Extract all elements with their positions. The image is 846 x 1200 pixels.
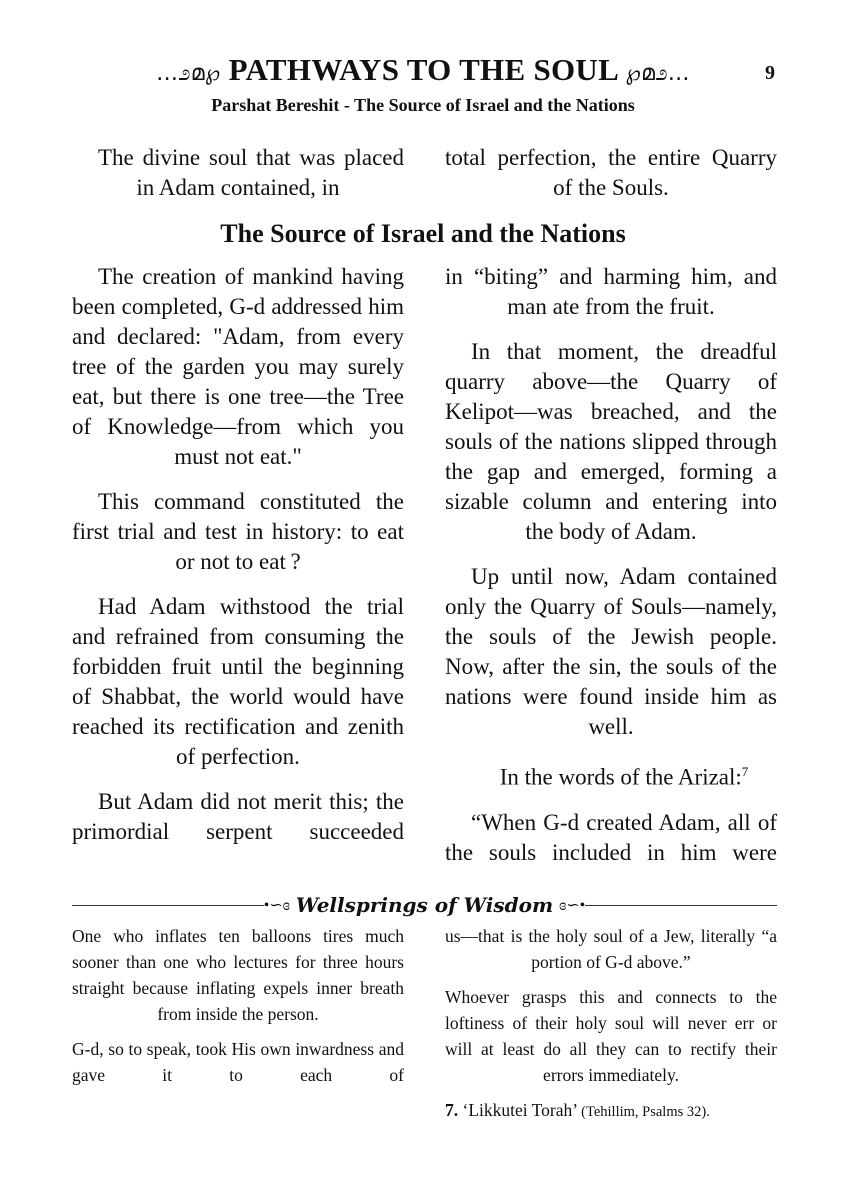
divider-line <box>585 905 777 906</box>
paragraph: But Adam did not merit this; the primordial serpent succeeded <box>72 789 404 844</box>
wellsprings-divider <box>72 893 777 917</box>
wellsprings-title: Wellsprings of Wisdom <box>295 893 554 917</box>
top-left-text: The divine soul that was placed in Adam contained, in <box>98 145 404 200</box>
paragraph: This command constituted the first trial and test in history: to eat or not to eat ? <box>72 489 404 574</box>
footnote-ref[interactable]: 7 <box>741 764 749 779</box>
page-number: 9 <box>765 62 775 84</box>
top-right-text: total perfection, the entire Quarry of the Souls. <box>445 145 777 200</box>
paragraph: The creation of mankind having been completed, G-d addressed him and declared: "Adam, from every tree of the garden you may surely eat, but there is one tree—the Tree of Knowledge—from which you must not eat." <box>72 264 404 469</box>
paragraph: In the words of the Arizal:$^7$ <box>499 764 749 790</box>
left-column <box>72 262 404 862</box>
footnote-7: 7. ‘Likkutei Torah’ (Tehillim, Psalms 32). <box>445 1100 710 1120</box>
divider-line <box>72 905 264 906</box>
ornament-right-icon: ℘മ೨... <box>625 61 690 86</box>
right-column <box>445 262 777 883</box>
paragraph: in “biting” and harming him, and man ate from the fruit. <box>445 264 777 319</box>
ornament-left-icon: ...೨മ℘ <box>156 61 221 86</box>
ornament-right-icon: ɞ∽• <box>559 897 586 914</box>
wellsprings-left: One who inflates ten balloons tires much sooner than one who lectures for three hours straight because inflating expels inner breath from inside the person. G-d, so to speak, took His own inwardness and gave it to each of <box>72 926 404 1085</box>
paragraph: In that moment, the dreadful quarry above—the Quarry of Kelipot—was breached, and the souls of the nations slipped through the gap and emerged, forming a sizable column and entering into the body of Adam. <box>445 339 777 544</box>
chapter-subtitle: Parshat Bereshit - The Source of Israel and the Nations <box>211 95 635 115</box>
ornament-left-icon: •∽ɞ <box>263 897 290 914</box>
wellsprings-right: us—that is the holy soul of a Jew, literally “a portion of G-d above.” Whoever grasps this and connects to the loftiness of their holy soul will never err or will at least do all they can to rectify their errors immediately. 7. ‘Likkutei Torah’ (Tehillim, Psalms 32). <box>445 923 777 1134</box>
section-heading: The Source of Israel and the Nations <box>220 219 626 248</box>
paragraph: “When G-d created Adam, all of the souls included in him were <box>445 809 777 865</box>
book-title: PATHWAYS TO THE SOUL <box>228 52 618 87</box>
paragraph: Up until now, Adam contained only the Quarry of Souls—namely, the souls of the Jewish people. Now, after the sin, the souls of the nations were found inside him as well. <box>445 564 777 739</box>
running-header <box>0 52 846 88</box>
paragraph: Had Adam withstood the trial and refrained from consuming the forbidden fruit until the beginning of Shabbat, the world would have reached its rectification and zenith of perfection. <box>72 594 404 769</box>
